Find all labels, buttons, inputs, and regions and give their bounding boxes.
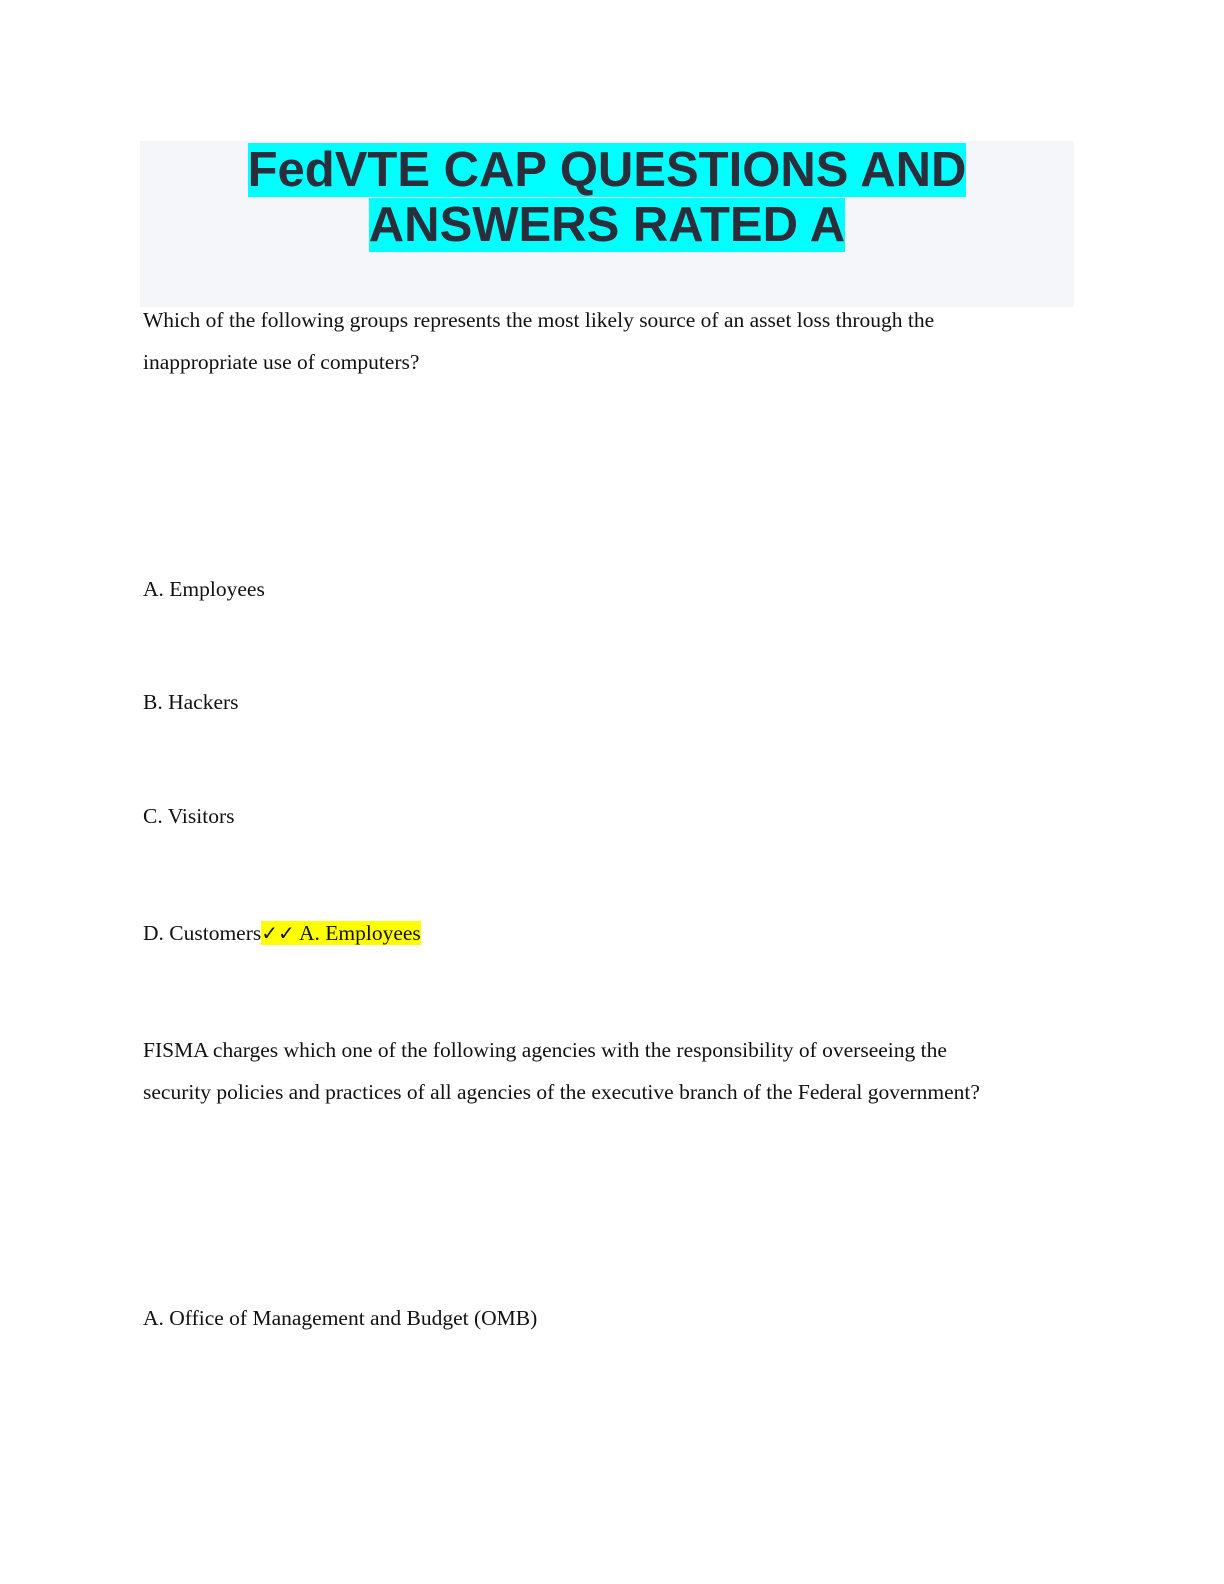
question-2-line-1: FISMA charges which one of the following agencies with the responsibility of overseeing the: [143, 1038, 947, 1062]
document-title: FedVTE CAP QUESTIONS AND ANSWERS RATED A: [247, 143, 967, 252]
question-2-option-a: A. Office of Management and Budget (OMB): [143, 1306, 538, 1330]
answer-highlight: [261, 921, 421, 945]
question-1-option-c: C. Visitors: [143, 804, 235, 828]
question-1-option-d-with-answer: [143, 912, 421, 954]
double-check-icon: ✓✓: [261, 921, 295, 945]
question-1-answer: A. Employees: [298, 921, 421, 945]
question-2-line-2: security policies and practices of all agencies of the executive branch of the Federal government?: [143, 1080, 980, 1104]
title-block: [140, 141, 1074, 307]
question-1-line-1: Which of the following groups represents the most likely source of an asset loss through the: [143, 308, 935, 332]
question-1-line-2: inappropriate use of computers?: [143, 350, 420, 374]
question-1-option-d: D. Customers: [143, 921, 262, 945]
question-1-option-b: B. Hackers: [143, 690, 239, 714]
question-1-option-a: A. Employees: [143, 577, 265, 601]
